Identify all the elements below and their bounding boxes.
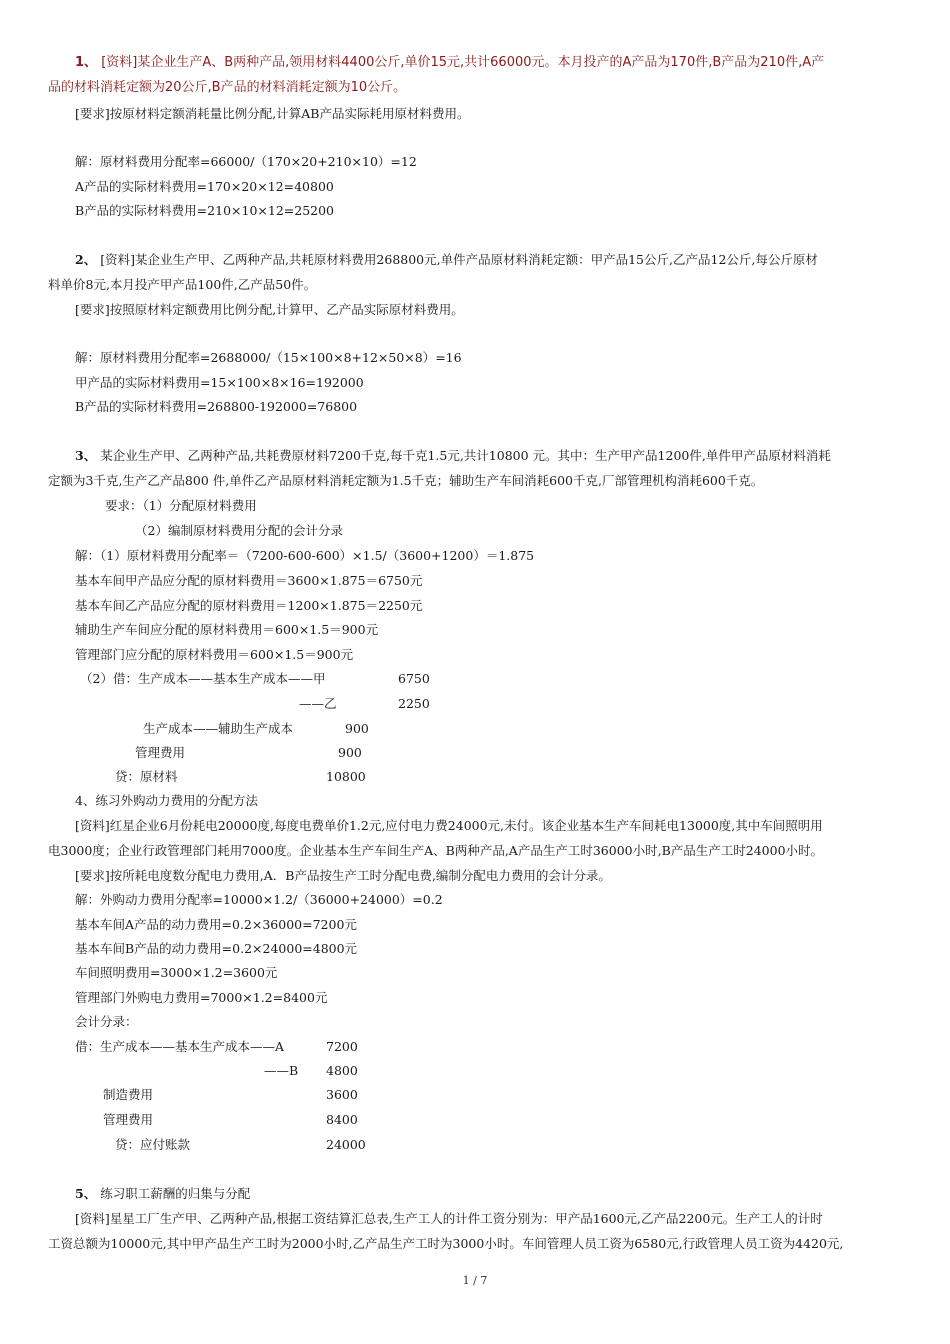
- q2-requirement: [要求]按照原材料定额费用比例分配,计算甲、乙产品实际原材料费用。: [75, 302, 464, 317]
- q4-solution-3: 基本车间B产品的动力费用=0.2×24000=4800元: [75, 941, 358, 956]
- q3-requirement-2: （2）编制原材料费用分配的会计分录: [135, 523, 343, 538]
- q5-line2: 工资总额为10000元,其中甲产品生产工时为2000小时,乙产品生产工时为3000小时。车间管理人员工资为6580元,行政管理人员工资为4420元,: [48, 1236, 844, 1251]
- q3-journal-4-amount: 900: [338, 745, 362, 760]
- q1-line2: 品的材料消耗定额为20公斤,B产品的材料消耗定额为10公斤。: [48, 80, 407, 95]
- q4-solution-4: 车间照明费用=3000×1.2=3600元: [75, 965, 278, 980]
- q3-journal-3-label: 生产成本——辅助生产成本: [143, 721, 294, 736]
- q2-solution-1: 解：原材料费用分配率=2688000/（15×100×8+12×50×8）=16: [75, 350, 462, 365]
- q1-requirement: [要求]按原材料定额消耗量比例分配,计算AB产品实际耗用原材料费用。: [75, 106, 470, 121]
- q2-solution-2: 甲产品的实际材料费用=15×100×8×16=192000: [75, 375, 364, 390]
- q4-journal-1-amount: 7200: [326, 1039, 358, 1054]
- q5-line1: [资料]星星工厂生产甲、乙两种产品,根据工资结算汇总表,生产工人的计件工资分别为：甲产品1600元,乙产品2200元。生产工人的计时: [75, 1211, 823, 1226]
- q2-line2: 料单价8元,本月投产甲产品100件,乙产品50件。: [48, 277, 317, 292]
- q3-number: 3、: [75, 448, 97, 463]
- q4-solution-2: 基本车间A产品的动力费用=0.2×36000=7200元: [75, 917, 357, 932]
- q4-line2: 电3000度；企业行政管理部门耗用7000度。企业基本生产车间生产A、B两种产品,A产品生产工时36000小时,B产品生产工时24000小时。: [48, 843, 824, 858]
- q1-number: 1、: [75, 55, 98, 70]
- q3-journal-3-amount: 900: [345, 721, 369, 736]
- q4-entry-title: 会计分录：: [75, 1014, 138, 1029]
- q1-line1: 1、 [资料]某企业生产A、B两种产品,领用材料4400公斤,单价15元,共计66000元。本月投产的A产品为170件,B产品为210件,A产: [75, 55, 825, 70]
- q4-solution-1: 解：外购动力费用分配率=10000×1.2/（36000+24000）=0.2: [75, 892, 443, 907]
- q4-journal-3-label: 制造费用: [103, 1087, 154, 1102]
- q3-solution-1: 解：（1）原材料费用分配率＝（7200-600-600）×1.5/（3600+1200）＝1.875: [75, 548, 535, 563]
- q1-solution-1: 解：原材料费用分配率=66000/（170×20+210×10）=12: [75, 154, 417, 169]
- q3-solution-4: 辅助生产车间应分配的原材料费用＝600×1.5＝900元: [75, 622, 379, 637]
- q4-requirement: [要求]按所耗电度数分配电力费用,A．B产品按生产工时分配电费,编制分配电力费用的会计分录。: [75, 868, 611, 883]
- q4-journal-4-amount: 8400: [326, 1112, 358, 1127]
- q2-number: 2、: [75, 252, 97, 267]
- q3-journal-1-amount: 6750: [398, 671, 430, 686]
- q4-journal-5-label: 贷：应付账款: [115, 1137, 191, 1152]
- q3-line1: 3、 某企业生产甲、乙两种产品,共耗费原材料7200千克,每千克1.5元,共计10800 元。其中：生产甲产品1200件,单件甲产品原材料消耗: [75, 448, 831, 463]
- q4-journal-5-amount: 24000: [326, 1137, 366, 1152]
- q3-journal-2-amount: 2250: [398, 696, 430, 711]
- q4-journal-3-amount: 3600: [326, 1087, 358, 1102]
- q3-line2: 定额为3千克,生产乙产品800 件,单件乙产品原材料消耗定额为1.5千克；辅助生产车间消耗600千克,厂部管理机构消耗600千克。: [48, 473, 764, 488]
- q4-title: 4、练习外购动力费用的分配方法: [75, 793, 258, 808]
- q3-journal-2-label: ——乙: [299, 696, 337, 711]
- q2-solution-3: B产品的实际材料费用=268800-192000=76800: [75, 399, 358, 414]
- q3-solution-5: 管理部门应分配的原材料费用＝600×1.5＝900元: [75, 647, 354, 662]
- q4-solution-5: 管理部门外购电力费用=7000×1.2=8400元: [75, 990, 328, 1005]
- q2-line1: 2、 [资料]某企业生产甲、乙两种产品,共耗原材料费用268800元,单件产品原材料消耗定额：甲产品15公斤,乙产品12公斤,每公斤原材: [75, 252, 818, 267]
- q3-journal-4-label: 管理费用: [135, 745, 186, 760]
- q4-journal-2-amount: 4800: [326, 1063, 358, 1078]
- q3-solution-3: 基本车间乙产品应分配的原材料费用＝1200×1.875＝2250元: [75, 598, 423, 613]
- q3-journal-1-label: （2）借：生产成本——基本生产成本——甲: [80, 671, 326, 686]
- q3-solution-2: 基本车间甲产品应分配的原材料费用＝3600×1.875＝6750元: [75, 573, 423, 588]
- q4-line1: [资料]红星企业6月份耗电20000度,每度电费单价1.2元,应付电力费24000元,未付。该企业基本生产车间耗电13000度,其中车间照明用: [75, 818, 823, 833]
- q3-requirement-1: 要求：（1）分配原材料费用: [105, 498, 257, 513]
- page-number: 1 / 7: [462, 1274, 488, 1287]
- q4-journal-2-label: ——B: [264, 1063, 299, 1078]
- q4-journal-4-label: 管理费用: [103, 1112, 154, 1127]
- q3-journal-5-label: 贷：原材料: [115, 769, 178, 784]
- q3-journal-5-amount: 10800: [326, 769, 366, 784]
- q1-solution-2: A产品的实际材料费用=170×20×12=40800: [75, 179, 334, 194]
- q5-number: 5、: [75, 1186, 97, 1201]
- q5-title-line: 5、 练习职工薪酬的归集与分配: [75, 1186, 251, 1201]
- q1-solution-3: B产品的实际材料费用=210×10×12=25200: [75, 203, 335, 218]
- q4-journal-1-label: 借：生产成本——基本生产成本——A: [75, 1039, 285, 1054]
